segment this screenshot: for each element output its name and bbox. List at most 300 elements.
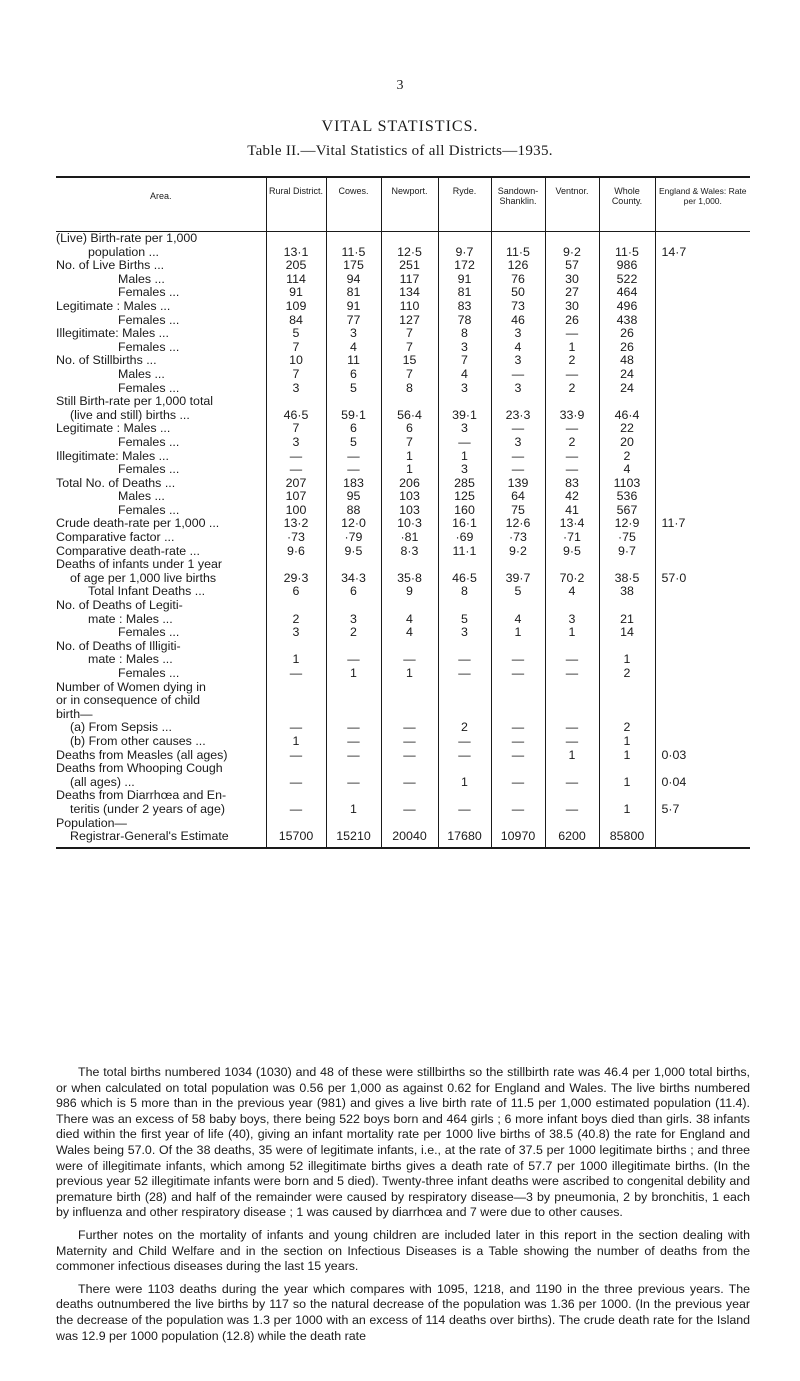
table-cell (655, 653, 750, 667)
table-cell: 39·7 (491, 572, 545, 586)
table-row (56, 613, 750, 627)
table-row (56, 558, 750, 572)
column-header: Rural District. (266, 177, 326, 232)
table-row (56, 232, 750, 246)
table-cell: — (326, 735, 381, 749)
empty-cell (491, 681, 545, 695)
table-cell: 9 (381, 585, 438, 599)
table-cell: 14 (599, 626, 655, 640)
page-title: VITAL STATISTICS. (321, 118, 479, 135)
empty-cell (599, 232, 655, 246)
table-cell: 6200 (545, 830, 599, 848)
table-cell: 5 (438, 613, 491, 627)
table-cell: 24 (599, 382, 655, 396)
empty-cell (655, 789, 750, 803)
table-cell: 175 (326, 259, 381, 273)
table-cell: 3 (491, 354, 545, 368)
empty-cell (655, 558, 750, 572)
table-cell: 3 (438, 422, 491, 436)
table-cell: 9·7 (438, 246, 491, 260)
table-cell (655, 300, 750, 314)
row-label: (a) From Sepsis ... (70, 720, 172, 735)
table-cell: 1 (545, 626, 599, 640)
empty-cell (381, 817, 438, 831)
table-cell: 46·5 (266, 409, 326, 423)
table-cell: 1 (599, 653, 655, 667)
table-header-row (56, 177, 750, 232)
table-cell: 9·5 (326, 545, 381, 559)
table-cell: 1 (381, 463, 438, 477)
column-header: Area. (56, 177, 266, 232)
table-cell: — (266, 667, 326, 681)
empty-cell (545, 232, 599, 246)
empty-cell (599, 762, 655, 776)
empty-cell (491, 232, 545, 246)
row-label: Females ... (118, 312, 180, 327)
table-cell: 30 (545, 300, 599, 314)
table-cell: 9·2 (545, 246, 599, 260)
table-cell: 57 (545, 259, 599, 273)
table-cell: 83 (545, 477, 599, 491)
row-label: of age per 1,000 live births (70, 570, 217, 585)
paragraph: The total births numbered 1034 (1030) and 48 of these were stillbirths so the stillbirth rate was 46.4 per 1,000 total births, or when calculated on total population was 0.56 per 1,000 as against 0.62 for England and Wales. The live births numbered 986 which is 5 more than in the previous year (981) and gives a live birth rate of 11.5 per 1,000 estimated population (11.4). There was an excess of 58 baby boys, there being 522 boys born and 464 girls ; 6 more infant boys died than girls. 38 infants died within the first year of life (40), giving an infant mortality rate per 1000 live births of 38.5 (40.8) the rate for England and Wales being 57.0. Of the 38 deaths, 35 were of legitimate infants, i.e., at the rate of 37.5 per 1000 legitimate births ; and three were of illegitimate infants, which among 52 illegitimate births gives a death rate of 57.7 per 1000 illegitimate births. (In the previous year 52 illegitimate infants were born and 5 died). Twenty-three infant deaths were ascribed to congenital debility and premature birth (28) and half of the remainder were caused by respiratory disease—3 by pneumonia, 2 by bronchitis, 1 each by influenza and other respiratory disease ; 1 was caused by diarrhœa and 7 were due to other causes. (56, 1065, 750, 1220)
table-row (56, 653, 750, 667)
table-cell: 48 (599, 354, 655, 368)
table-cell: 1 (491, 626, 545, 640)
table-cell: 496 (599, 300, 655, 314)
table-cell (266, 708, 326, 722)
table-cell: 3 (266, 436, 326, 450)
table-cell: 1 (326, 667, 381, 681)
table-cell: 7 (381, 368, 438, 382)
table-cell: — (326, 776, 381, 790)
table-cell: — (545, 667, 599, 681)
table-cell: 1 (438, 776, 491, 790)
table-cell: 6 (381, 422, 438, 436)
table-cell (655, 667, 750, 681)
column-header: Ventnor. (545, 177, 599, 232)
table-cell: 2 (326, 626, 381, 640)
empty-cell (438, 817, 491, 831)
empty-cell (381, 232, 438, 246)
table-cell: 4 (491, 341, 545, 355)
table-cell: 84 (266, 314, 326, 328)
empty-cell (655, 762, 750, 776)
empty-cell (545, 599, 599, 613)
row-label: Females ... (118, 666, 180, 680)
table-cell: 1 (266, 735, 326, 749)
table-row (56, 450, 750, 464)
table-row (56, 599, 750, 613)
table-cell: — (438, 803, 491, 817)
row-label: Males ... (118, 489, 165, 504)
table-cell: 15210 (326, 830, 381, 848)
table-row (56, 749, 750, 763)
table-cell: 2 (545, 436, 599, 450)
row-label: Deaths from Diarrhœa and En- (56, 788, 227, 803)
table-cell (545, 708, 599, 722)
table-row (56, 477, 750, 491)
row-label: Illegitimate: Males ... (56, 448, 169, 463)
table-cell: 20 (599, 436, 655, 450)
table-cell: — (545, 327, 599, 341)
empty-cell (381, 395, 438, 409)
table-cell (655, 422, 750, 436)
table-cell: 64 (491, 490, 545, 504)
table-row (56, 273, 750, 287)
table-cell: — (326, 653, 381, 667)
table-cell: 8·3 (381, 545, 438, 559)
table-cell: 33·9 (545, 409, 599, 423)
empty-cell (491, 762, 545, 776)
empty-cell (599, 789, 655, 803)
empty-cell (381, 681, 438, 695)
column-header: England & Wales: Rate per 1,000. (655, 177, 750, 232)
table-cell: 5·7 (655, 803, 750, 817)
table-cell: 5 (326, 382, 381, 396)
table-row (56, 735, 750, 749)
empty-cell (491, 789, 545, 803)
empty-cell (326, 681, 381, 695)
row-label: Females ... (118, 380, 180, 395)
table-cell: — (545, 422, 599, 436)
table-cell: 12·6 (491, 517, 545, 531)
empty-cell (326, 789, 381, 803)
table-cell: 207 (266, 477, 326, 491)
table-cell: 21 (599, 613, 655, 627)
row-label: No. of Stillbirths ... (56, 353, 157, 368)
table-cell: 1 (381, 667, 438, 681)
table-cell (655, 585, 750, 599)
table-cell: 134 (381, 286, 438, 300)
table-cell: 7 (438, 354, 491, 368)
column-header: Sandown-Shanklin. (491, 177, 545, 232)
row-label: mate : Males ... (88, 652, 173, 667)
table-cell: — (381, 653, 438, 667)
table-cell: 2 (599, 721, 655, 735)
empty-cell (266, 599, 326, 613)
table-cell: 13·2 (266, 517, 326, 531)
empty-cell (381, 599, 438, 613)
table-cell: — (326, 463, 381, 477)
table-cell (381, 708, 438, 722)
table-cell: 2 (266, 613, 326, 627)
table-cell: 206 (381, 477, 438, 491)
table-cell (655, 490, 750, 504)
table-cell: 10 (266, 354, 326, 368)
table-row (56, 382, 750, 396)
table-cell: 172 (438, 259, 491, 273)
table-cell (655, 354, 750, 368)
empty-cell (655, 640, 750, 654)
table-cell: 1 (381, 450, 438, 464)
table-cell: — (266, 463, 326, 477)
table-cell: 91 (438, 273, 491, 287)
table-cell: — (491, 463, 545, 477)
table-cell: 2 (599, 450, 655, 464)
table-cell: — (438, 653, 491, 667)
row-label: Females ... (118, 285, 180, 300)
table-row (56, 490, 750, 504)
row-label: Deaths from Measles (all ages) (56, 747, 228, 762)
empty-cell (655, 681, 750, 695)
table-cell: — (545, 803, 599, 817)
row-label: (Live) Birth-rate per 1,000 (56, 231, 198, 245)
empty-cell (266, 681, 326, 695)
table-cell: 81 (326, 286, 381, 300)
empty-cell (266, 789, 326, 803)
empty-cell (599, 640, 655, 654)
table-cell (491, 708, 545, 722)
table-cell: ·73 (266, 531, 326, 545)
table-cell: 59·1 (326, 409, 381, 423)
empty-cell (655, 395, 750, 409)
table-cell: — (491, 735, 545, 749)
table-row (56, 681, 750, 695)
table-cell: — (491, 368, 545, 382)
empty-cell (326, 762, 381, 776)
table-cell: 26 (599, 341, 655, 355)
table-row (56, 585, 750, 599)
empty-cell (326, 395, 381, 409)
table-row (56, 667, 750, 681)
table-cell: 103 (381, 490, 438, 504)
empty-cell (491, 599, 545, 613)
table-cell (655, 626, 750, 640)
table-cell: — (266, 749, 326, 763)
table-cell (438, 708, 491, 722)
table-row (56, 300, 750, 314)
table-cell: 1 (545, 341, 599, 355)
row-label: Total No. of Deaths ... (56, 475, 176, 490)
table-cell: 0·03 (655, 749, 750, 763)
table-cell: 75 (491, 504, 545, 518)
empty-cell (381, 640, 438, 654)
empty-cell (438, 762, 491, 776)
table-cell (655, 613, 750, 627)
table-cell: 438 (599, 314, 655, 328)
table-cell: 109 (266, 300, 326, 314)
table-cell: — (491, 667, 545, 681)
table-cell: 38 (599, 585, 655, 599)
table-cell: — (266, 803, 326, 817)
table-cell: 91 (326, 300, 381, 314)
table-cell: 42 (545, 490, 599, 504)
table-cell: — (545, 653, 599, 667)
table-cell: 3 (438, 463, 491, 477)
table-row (56, 436, 750, 450)
table-cell: 11·5 (491, 246, 545, 260)
table-cell: 22 (599, 422, 655, 436)
table-cell: 5 (326, 436, 381, 450)
empty-cell (266, 558, 326, 572)
table-cell: 88 (326, 504, 381, 518)
table-cell: 1103 (599, 477, 655, 491)
table-cell: 5 (266, 327, 326, 341)
table-cell: — (438, 436, 491, 450)
table-cell: 567 (599, 504, 655, 518)
table-cell: 1 (599, 735, 655, 749)
empty-cell (438, 232, 491, 246)
table-cell: 10970 (491, 830, 545, 848)
table-row (56, 422, 750, 436)
empty-cell (438, 599, 491, 613)
table-cell (655, 368, 750, 382)
table-cell: — (491, 450, 545, 464)
table-cell: 56·4 (381, 409, 438, 423)
row-label: teritis (under 2 years of age) (70, 801, 225, 816)
table-cell: — (381, 803, 438, 817)
empty-cell (438, 558, 491, 572)
table-row (56, 286, 750, 300)
table-cell: — (491, 422, 545, 436)
table-cell: 536 (599, 490, 655, 504)
table-cell: 15700 (266, 830, 326, 848)
table-cell: 1 (599, 749, 655, 763)
table-cell: 4 (491, 613, 545, 627)
table-cell: 2 (599, 667, 655, 681)
table-cell: — (438, 749, 491, 763)
empty-cell (326, 694, 381, 708)
row-label: or in consequence of child (56, 693, 200, 708)
table-row (56, 776, 750, 790)
table-cell: — (545, 776, 599, 790)
row-label: Comparative death-rate ... (56, 543, 200, 558)
table-row (56, 803, 750, 817)
row-label: Legitimate : Males ... (56, 298, 171, 313)
table-cell: 4 (381, 613, 438, 627)
empty-cell (655, 694, 750, 708)
table-cell: 34·3 (326, 572, 381, 586)
table-cell: 20040 (381, 830, 438, 848)
table-row (56, 354, 750, 368)
table-cell: ·73 (491, 531, 545, 545)
table-cell: 50 (491, 286, 545, 300)
table-cell: — (491, 749, 545, 763)
table-cell (599, 708, 655, 722)
table-cell: 3 (326, 327, 381, 341)
empty-cell (381, 789, 438, 803)
table-cell: 1 (266, 653, 326, 667)
table-cell: — (381, 721, 438, 735)
empty-cell (266, 817, 326, 831)
table-cell: ·75 (599, 531, 655, 545)
table-cell: 2 (545, 382, 599, 396)
row-label: Total Infant Deaths ... (88, 584, 206, 599)
empty-cell (438, 395, 491, 409)
table-row (56, 395, 750, 409)
table-cell: 4 (326, 341, 381, 355)
table-cell (655, 259, 750, 273)
table-cell: 205 (266, 259, 326, 273)
empty-cell (326, 558, 381, 572)
table-cell: 7 (266, 368, 326, 382)
table-row (56, 531, 750, 545)
table-cell (655, 531, 750, 545)
table-cell: 26 (599, 327, 655, 341)
table-cell: — (266, 721, 326, 735)
table-cell: 11·1 (438, 545, 491, 559)
row-label: Females ... (118, 462, 180, 477)
table-cell: — (266, 450, 326, 464)
table-cell: 6 (326, 585, 381, 599)
row-label: Population— (56, 815, 127, 830)
table-cell: — (545, 463, 599, 477)
table-row (56, 572, 750, 586)
vital-statistics-table (56, 176, 750, 849)
row-label: Still Birth-rate per 1,000 total (56, 394, 214, 409)
table-subtitle: Table II.—Vital Statistics of all Districts—1935. (247, 143, 553, 159)
table-cell (326, 708, 381, 722)
table-cell (655, 382, 750, 396)
table-cell: — (545, 721, 599, 735)
table-row (56, 762, 750, 776)
row-label: Females ... (118, 502, 180, 517)
table-cell: 39·1 (438, 409, 491, 423)
table-cell: 11·5 (326, 246, 381, 260)
table-cell (655, 504, 750, 518)
table-cell: 1 (326, 803, 381, 817)
empty-cell (491, 640, 545, 654)
table-cell: 3 (438, 382, 491, 396)
table-cell: 81 (438, 286, 491, 300)
table-cell: 8 (381, 382, 438, 396)
table-cell: 107 (266, 490, 326, 504)
table-cell: 6 (326, 368, 381, 382)
table-cell: ·69 (438, 531, 491, 545)
row-label: Registrar-General's Estimate (56, 830, 266, 848)
empty-cell (326, 640, 381, 654)
table-row (56, 721, 750, 735)
table-cell: 3 (545, 613, 599, 627)
row-label: mate : Males ... (88, 611, 173, 626)
table-cell: 251 (381, 259, 438, 273)
table-cell: 12·5 (381, 246, 438, 260)
table-cell: 183 (326, 477, 381, 491)
table-cell: 46·4 (599, 409, 655, 423)
table-cell: 38·5 (599, 572, 655, 586)
table-cell: — (438, 667, 491, 681)
table-row (56, 314, 750, 328)
empty-cell (266, 640, 326, 654)
table-cell (655, 327, 750, 341)
table-cell: — (326, 749, 381, 763)
empty-cell (491, 558, 545, 572)
table-cell: 27 (545, 286, 599, 300)
row-label: Crude death-rate per 1,000 ... (56, 516, 220, 531)
empty-cell (545, 640, 599, 654)
row-label: No. of Deaths of Illigiti- (56, 638, 181, 653)
table-cell: 126 (491, 259, 545, 273)
table-cell: 26 (545, 314, 599, 328)
table-cell: 2 (438, 721, 491, 735)
table-cell: 100 (266, 504, 326, 518)
page-number: 3 (396, 78, 404, 93)
table-cell: 9·7 (599, 545, 655, 559)
table-cell: 4 (438, 368, 491, 382)
empty-cell (381, 558, 438, 572)
table-cell: 103 (381, 504, 438, 518)
row-label: No. of Deaths of Legiti- (56, 598, 183, 613)
column-header: Ryde. (438, 177, 491, 232)
table-cell: 7 (266, 341, 326, 355)
table-cell: ·71 (545, 531, 599, 545)
table-cell: 9·2 (491, 545, 545, 559)
table-cell: ·81 (381, 531, 438, 545)
table-cell: — (438, 735, 491, 749)
empty-cell (599, 817, 655, 831)
row-label: Females ... (118, 625, 180, 640)
